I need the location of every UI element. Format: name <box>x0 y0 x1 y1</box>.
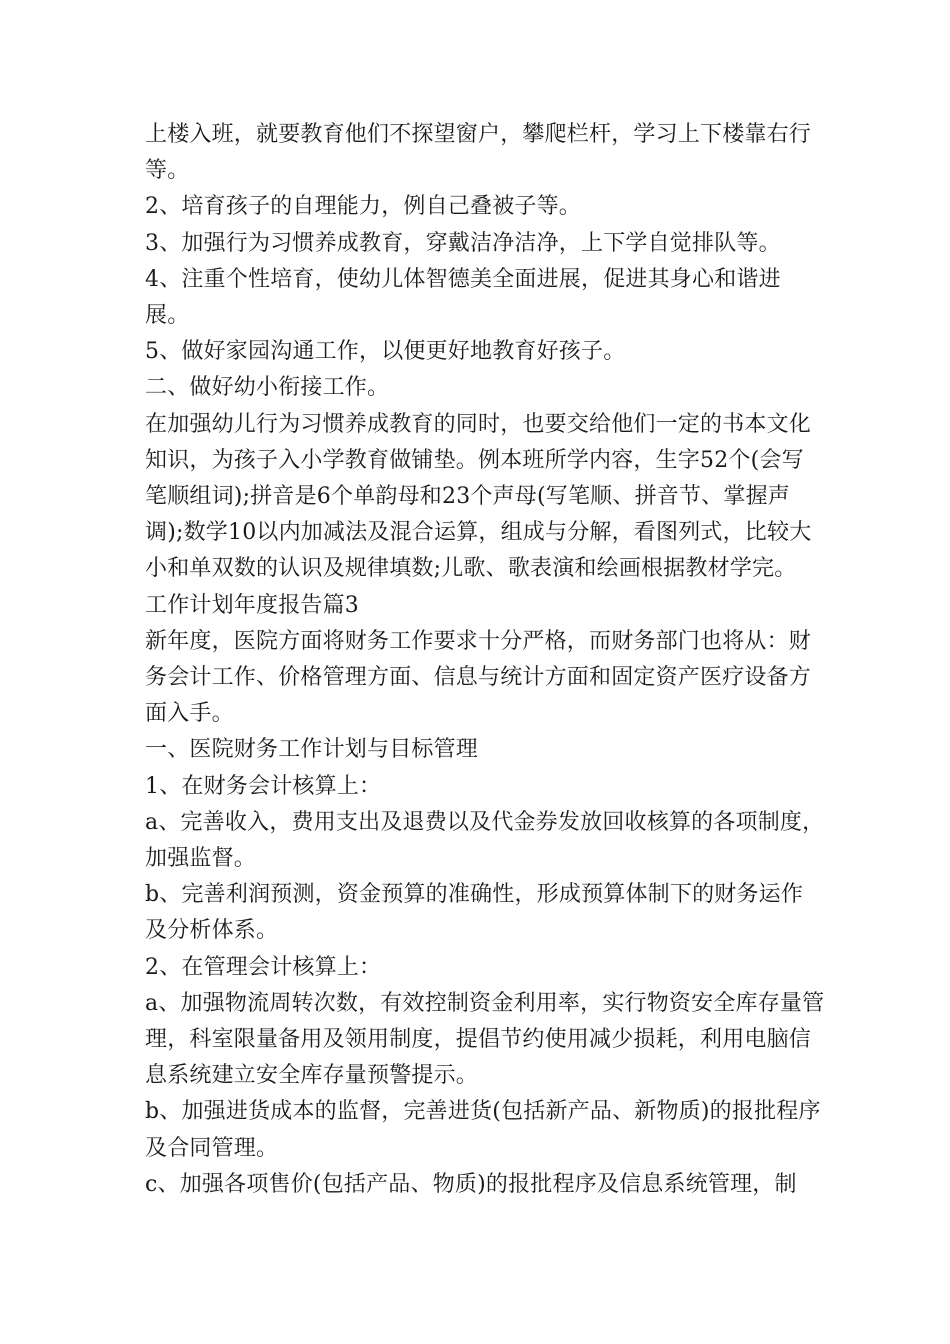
paragraph: 3、加强行为习惯养成教育，穿戴洁净洁净，上下学自觉排队等。 <box>145 230 781 256</box>
list-item: a、完善收入，费用支出及退费以及代金券发放回收核算的各项制度，加强监督。 <box>145 809 825 872</box>
list-item: b、加强进货成本的监督，完善进货(包括新产品、新物质)的报批程序及合同管理。 <box>145 1099 821 1161</box>
paragraph: 新年度，医院方面将财务工作要求十分严格，而财务部门也将从：财务会计工作、价格管理方面、信息与统计方面和固定资产医疗设备方面入手。 <box>145 628 812 727</box>
paragraph: 上楼入班，就要教育他们不探望窗户，攀爬栏杆，学习上下楼靠右行等。 <box>145 122 812 184</box>
section-heading: 二、做好幼小衔接工作。 <box>145 375 390 401</box>
document-body <box>145 117 825 1203</box>
section-heading: 一、医院财务工作计划与目标管理 <box>145 737 479 763</box>
paragraph: 2、培育孩子的自理能力，例自己叠被子等。 <box>145 194 581 220</box>
list-item: c、加强各项售价(包括产品、物质)的报批程序及信息系统管理，制 <box>145 1171 797 1197</box>
list-heading: 2、在管理会计核算上： <box>145 954 382 980</box>
paragraph: 4、注重个性培育，使幼儿体智德美全面进展，促进其身心和谐进展。 <box>145 266 781 329</box>
paragraph: 5、做好家园沟通工作，以便更好地教育好孩子。 <box>145 339 626 365</box>
list-item: a、加强物流周转次数，有效控制资金利用率，实行物资安全库存量管理，科室限量备用及领用制度，提倡节约使用减少损耗，利用电脑信息系统建立安全库存量预警提示。 <box>145 990 825 1089</box>
section-title: 工作计划年度报告篇3 <box>145 592 359 618</box>
list-item: b、完善利润预测，资金预算的准确性，形成预算体制下的财务运作及分析体系。 <box>145 882 804 944</box>
paragraph: 在加强幼儿行为习惯养成教育的同时，也要交给他们一定的书本文化知识，为孩子入小学教育做铺垫。例本班所学内容，生字52个(会写笔顺组词);拼音是6个单韵母和23个声母(写笔顺、拼音节、掌握声调);数学10以内加减法及混合运算，组成与分解，看图列式，比较大小和单双数的认识及规律填数;儿歌、歌表演和绘画根据教材学完。 <box>145 411 812 582</box>
list-heading: 1、在财务会计核算上： <box>145 773 382 799</box>
